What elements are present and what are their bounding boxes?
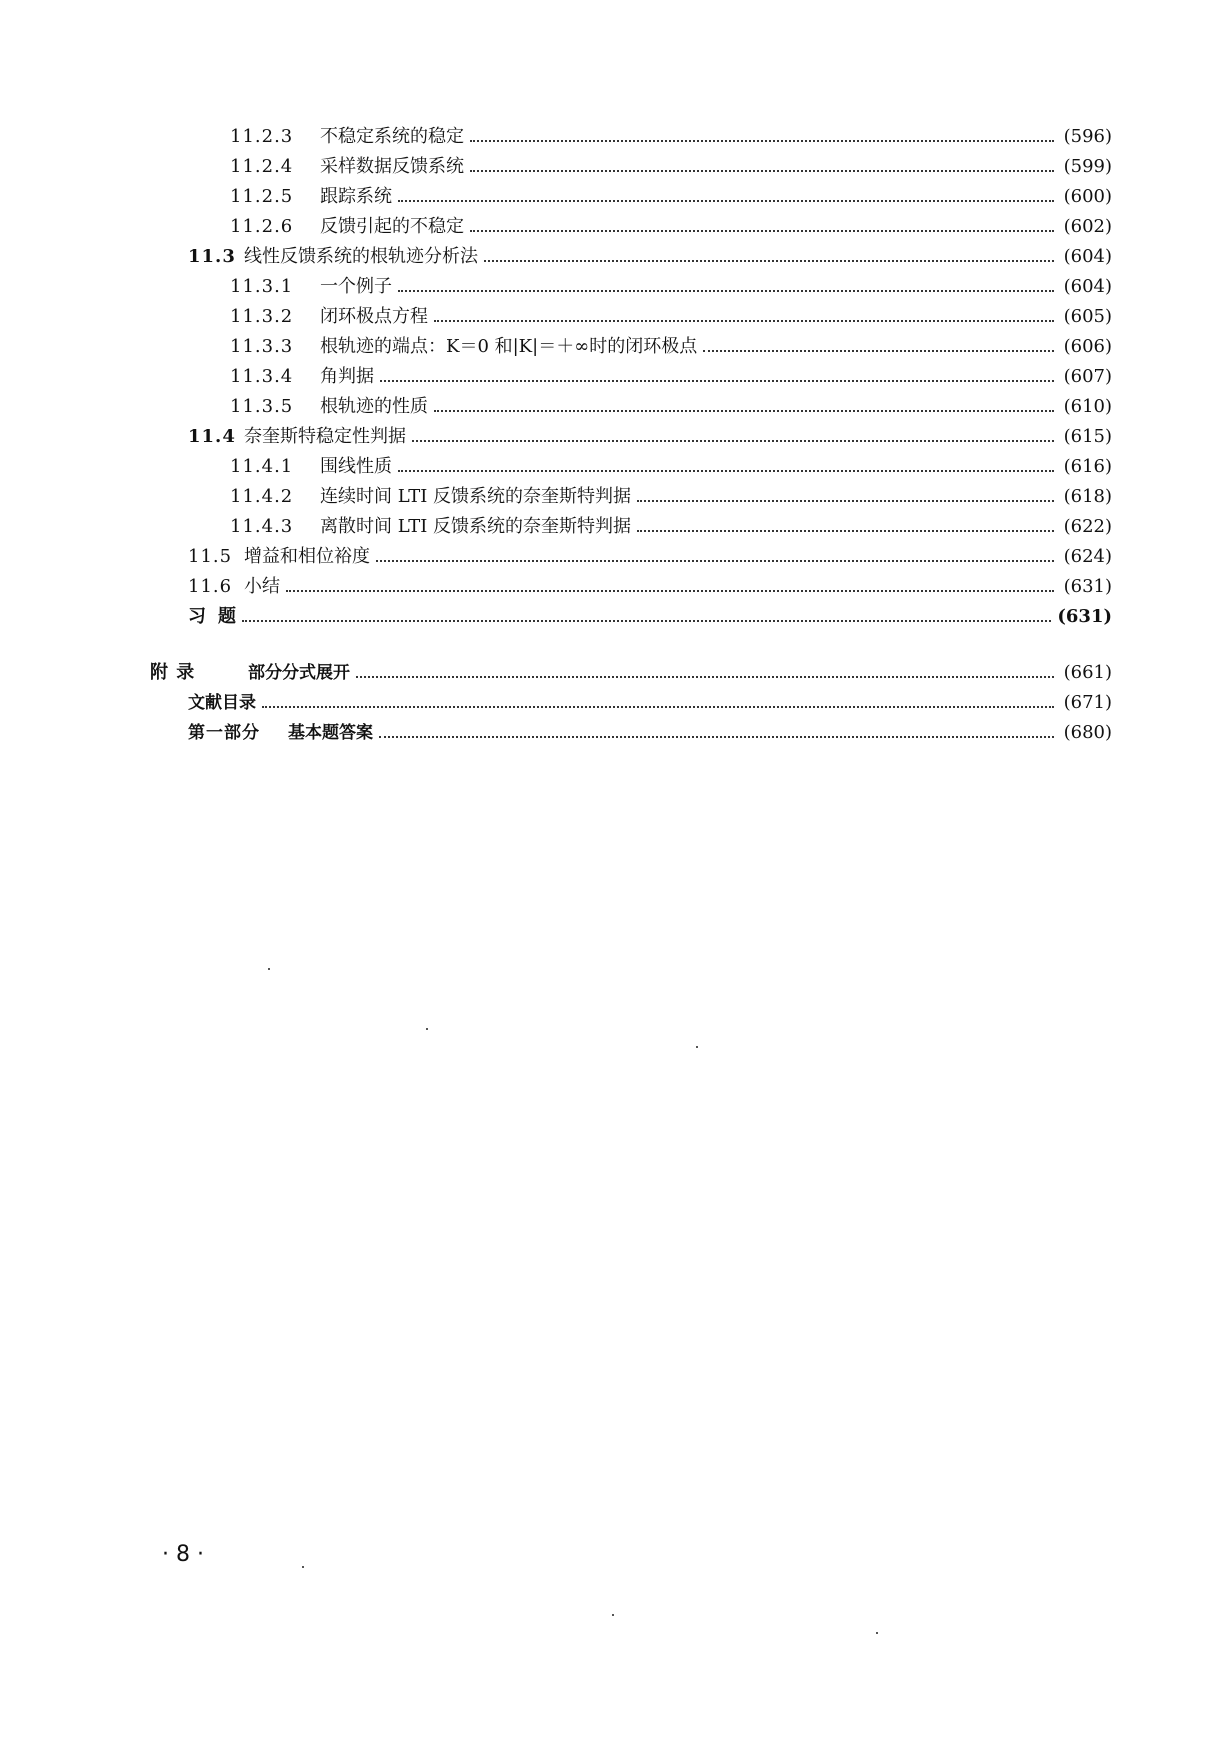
dot-leader <box>379 722 1054 744</box>
toc-entry-page: (616) <box>1063 456 1112 477</box>
toc-entry <box>230 178 1112 208</box>
dot-leader <box>398 186 1054 208</box>
toc-entry-number: 11.3.1 <box>230 276 294 297</box>
toc-entry-title: 部分分式展开 <box>248 663 350 683</box>
toc-entry <box>188 418 1112 448</box>
scan-speck <box>696 1046 698 1048</box>
toc-entry <box>150 654 1112 684</box>
toc-entry-number: 11.3.4 <box>230 366 294 387</box>
dot-leader <box>380 366 1054 388</box>
scan-speck <box>302 1566 304 1568</box>
dot-leader <box>703 336 1054 358</box>
dot-leader <box>398 276 1054 298</box>
toc-entry-title: 一个例子 <box>320 276 392 297</box>
toc-entry <box>230 328 1112 358</box>
toc-entry-number: 11.3.5 <box>230 396 294 417</box>
toc-entry-number: 11.6 <box>188 576 233 597</box>
toc-entry-title: 连续时间 LTI 反馈系统的奈奎斯特判据 <box>320 486 632 507</box>
toc-entry-page: (624) <box>1063 546 1112 567</box>
toc-entry-title: 线性反馈系统的根轨迹分析法 <box>244 246 478 267</box>
dot-leader <box>470 156 1054 178</box>
toc-entry-number: 11.3.3 <box>230 336 294 357</box>
toc-entry-page: (607) <box>1063 366 1112 387</box>
toc-entry <box>188 684 1112 714</box>
toc-entry-title: 不稳定系统的稳定 <box>320 126 464 147</box>
toc-entry-title: 习 <box>188 606 218 627</box>
dot-leader <box>637 516 1054 538</box>
toc-entry-title: 基本题答案 <box>288 723 373 743</box>
toc-entry-number: 11.2.5 <box>230 186 294 207</box>
toc-entry-title: 奈奎斯特稳定性判据 <box>244 426 406 447</box>
dot-leader <box>637 486 1054 508</box>
toc-entry-number: 11.3.2 <box>230 306 294 327</box>
toc-entry-number: 11.4.3 <box>230 516 294 537</box>
toc-entry-page: (604) <box>1063 246 1112 267</box>
toc-entry <box>230 118 1112 148</box>
toc-entry <box>230 148 1112 178</box>
toc-entry-number: 11.4.2 <box>230 486 294 507</box>
toc-entry-page: (606) <box>1063 336 1112 357</box>
toc-entry <box>230 268 1112 298</box>
toc-entry-title: 闭环极点方程 <box>320 306 428 327</box>
toc-entry <box>230 448 1112 478</box>
toc-entry-number: 11.5 <box>188 546 233 567</box>
toc-entry-page: (631) <box>1057 606 1112 627</box>
toc-entry-page: (600) <box>1063 186 1112 207</box>
toc-entry-page: (596) <box>1063 126 1112 147</box>
toc-entry <box>230 298 1112 328</box>
toc-entry-number: 11.2.3 <box>230 126 294 147</box>
toc-entry-title: 小结 <box>244 576 280 597</box>
toc-entry-page: (610) <box>1063 396 1112 417</box>
toc-entry-page: (615) <box>1063 426 1112 447</box>
toc-entry <box>188 568 1112 598</box>
toc-entry <box>230 478 1112 508</box>
scan-speck <box>612 1614 614 1616</box>
toc-entry-title: 围线性质 <box>320 456 392 477</box>
toc-entry-page: (671) <box>1063 692 1112 713</box>
toc-entry-title: 文献目录 <box>188 693 256 713</box>
toc-entry-title: 跟踪系统 <box>320 186 392 207</box>
toc-entry-page: (622) <box>1063 516 1112 537</box>
toc-entry-number: 11.3 <box>188 246 236 267</box>
toc-entry-page: (602) <box>1063 216 1112 237</box>
toc-entry-title: 反馈引起的不稳定 <box>320 216 464 237</box>
toc-entry-page: (680) <box>1063 722 1112 743</box>
toc-entry-page: (604) <box>1063 276 1112 297</box>
toc-entry <box>188 538 1112 568</box>
toc-entry-page: (618) <box>1063 486 1112 507</box>
toc-entry-page: (599) <box>1063 156 1112 177</box>
toc-entry <box>230 208 1112 238</box>
toc-entry-title: 采样数据反馈系统 <box>320 156 464 177</box>
dot-leader <box>376 546 1054 568</box>
toc-entry <box>230 358 1112 388</box>
toc-entry-number: 第一部分 <box>188 723 260 743</box>
toc-entry-number: 11.2.6 <box>230 216 294 237</box>
page-number: · 8 · <box>162 1542 204 1567</box>
scan-speck <box>876 1632 878 1634</box>
toc-entry-title: 角判据 <box>320 366 374 387</box>
toc-entry <box>188 238 1112 268</box>
dot-leader <box>470 216 1054 238</box>
toc-entry-number: 11.4.1 <box>230 456 294 477</box>
toc-entry-title: 增益和相位裕度 <box>244 546 370 567</box>
toc-entry-number: 附 录 <box>150 662 196 683</box>
toc-entry-page: (631) <box>1063 576 1112 597</box>
toc-entry-title: 根轨迹的性质 <box>320 396 428 417</box>
toc-entry <box>188 598 1112 628</box>
scan-speck <box>268 968 270 970</box>
dot-leader <box>484 246 1054 268</box>
dot-leader <box>286 576 1054 598</box>
toc-entry-title: 离散时间 LTI 反馈系统的奈奎斯特判据 <box>320 516 632 537</box>
scan-speck <box>426 1028 428 1030</box>
dot-leader <box>434 396 1054 418</box>
dot-leader <box>242 606 1051 628</box>
toc-entry <box>188 714 1112 744</box>
toc-entry-page: (661) <box>1063 662 1112 683</box>
dot-leader <box>398 456 1054 478</box>
dot-leader <box>434 306 1054 328</box>
dot-leader <box>470 126 1054 148</box>
dot-leader <box>262 692 1054 714</box>
toc-entry-title: 题 <box>218 606 236 627</box>
toc-entry-number: 11.2.4 <box>230 156 294 177</box>
toc-entry-number: 11.4 <box>188 426 236 447</box>
toc-entry-title: 根轨迹的端点：K＝0 和|K|＝＋∞时的闭环极点 <box>320 336 698 357</box>
toc-entry <box>230 508 1112 538</box>
dot-leader <box>356 662 1054 684</box>
dot-leader <box>412 426 1054 448</box>
toc-entry-page: (605) <box>1063 306 1112 327</box>
toc-entry <box>230 388 1112 418</box>
